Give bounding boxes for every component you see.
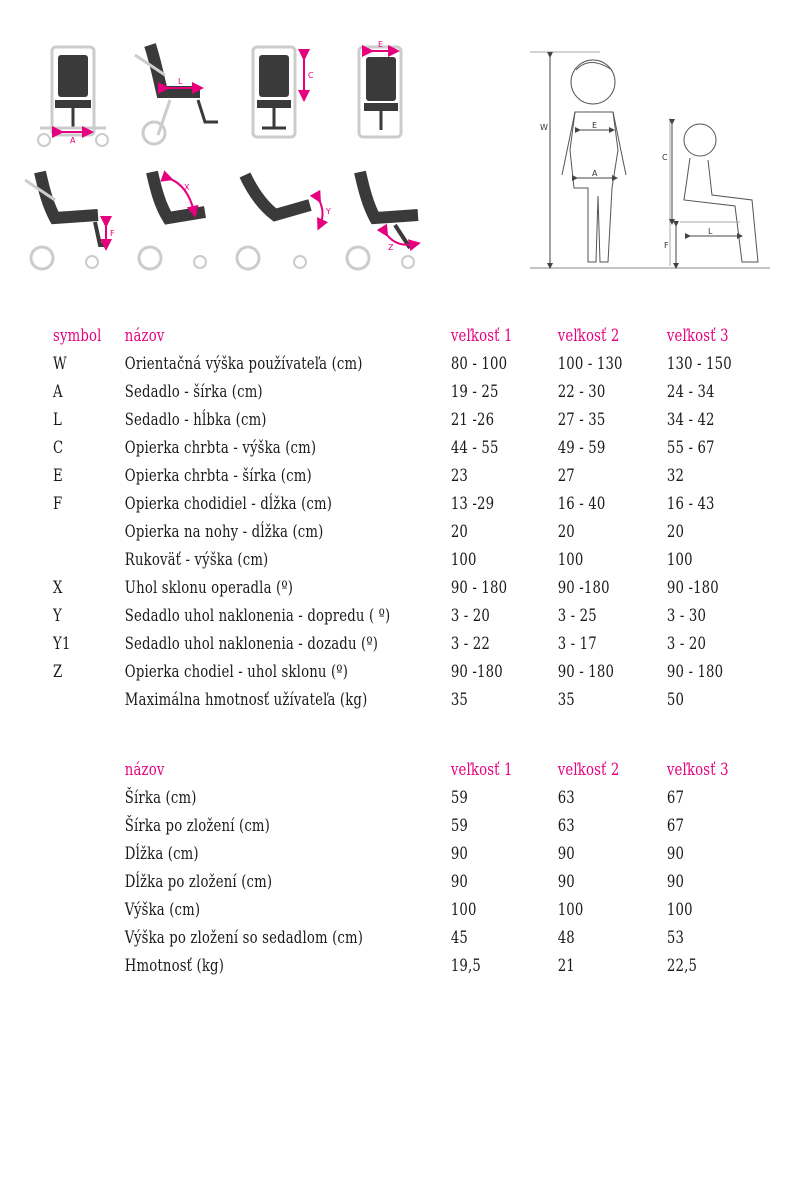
label-child-A: A — [592, 169, 598, 178]
table-row — [0, 434, 715, 462]
cell-size-1: 3 - 22 — [450, 634, 490, 654]
cell-size-2: 48 — [557, 928, 575, 948]
table-row — [0, 350, 732, 378]
cell-name: Dĺžka (cm) — [124, 844, 199, 864]
cell-size-1: 20 — [450, 522, 469, 542]
child-measurement-diagram — [530, 52, 770, 268]
label-seated-L: L — [708, 227, 713, 236]
label-A: A — [70, 136, 76, 145]
cell-size-2: 35 — [557, 690, 575, 710]
cell-size-1: 35 — [450, 690, 469, 710]
table-row — [0, 658, 724, 686]
cell-symbol: L — [53, 410, 63, 430]
chair-footrest-diagram — [25, 172, 115, 269]
header-size-2: veľkosť 2 — [557, 760, 620, 780]
cell-name: Uhol sklonu operadla (º) — [124, 578, 294, 598]
table-row — [0, 840, 685, 868]
cell-name: Orientačná výška používateľa (cm) — [124, 354, 363, 374]
cell-name: Sedadlo - hĺbka (cm) — [124, 410, 267, 430]
label-L: L — [178, 77, 183, 86]
cell-name: Opierka chrbta - šírka (cm) — [124, 466, 312, 486]
cell-name: Šírka po zložení (cm) — [124, 816, 270, 836]
table-row — [0, 546, 693, 574]
cell-size-2: 49 - 59 — [557, 438, 606, 458]
cell-size-2: 27 — [557, 466, 575, 486]
measurement-diagrams — [0, 0, 787, 290]
label-W: W — [540, 123, 548, 132]
table-row — [0, 784, 685, 812]
cell-size-2: 21 — [557, 956, 575, 976]
cell-symbol: C — [53, 438, 64, 458]
label-Y: Y — [326, 207, 331, 216]
cell-symbol: A — [53, 382, 63, 402]
cell-size-1: 45 — [450, 928, 469, 948]
cell-size-3: 90 - 180 — [666, 662, 724, 682]
table-row — [0, 378, 715, 406]
cell-size-3: 20 — [666, 522, 685, 542]
cell-size-3: 130 - 150 — [666, 354, 732, 374]
table-row — [0, 868, 685, 896]
cell-name: Opierka chrbta - výška (cm) — [124, 438, 317, 458]
cell-name: Maximálna hmotnosť užívateľa (kg) — [124, 690, 368, 710]
cell-size-3: 55 - 67 — [666, 438, 715, 458]
label-Z: Z — [388, 243, 394, 252]
cell-size-2: 63 — [557, 788, 575, 808]
header-name: názov — [124, 760, 165, 780]
cell-size-3: 50 — [666, 690, 685, 710]
cell-size-1: 59 — [450, 816, 469, 836]
header-size-1: veľkosť 1 — [450, 760, 513, 780]
cell-size-2: 100 - 130 — [557, 354, 623, 374]
cell-size-3: 16 - 43 — [666, 494, 715, 514]
cell-size-1: 90 -180 — [450, 662, 503, 682]
cell-name: Opierka na nohy - dĺžka (cm) — [124, 522, 324, 542]
cell-size-2: 3 - 17 — [557, 634, 597, 654]
label-C: C — [308, 71, 314, 80]
cell-size-3: 22,5 — [666, 956, 698, 976]
cell-name: Sedadlo uhol naklonenia - dozadu (º) — [124, 634, 379, 654]
cell-name: Výška (cm) — [124, 900, 201, 920]
table-row — [0, 490, 715, 518]
cell-size-1: 21 -26 — [450, 410, 495, 430]
cell-size-1: 90 — [450, 844, 469, 864]
cell-size-2: 3 - 25 — [557, 606, 597, 626]
cell-name: Šírka (cm) — [124, 788, 197, 808]
cell-size-3: 53 — [666, 928, 685, 948]
chair-seat-tilt-diagram — [237, 175, 331, 269]
label-child-E: E — [592, 121, 598, 130]
header-size-3: veľkosť 3 — [666, 326, 729, 346]
cell-name: Výška po zložení so sedadlom (cm) — [124, 928, 364, 948]
table-row — [0, 896, 693, 924]
cell-size-1: 3 - 20 — [450, 606, 490, 626]
cell-size-3: 90 -180 — [666, 578, 719, 598]
cell-size-1: 19,5 — [450, 956, 481, 976]
cell-size-3: 34 - 42 — [666, 410, 715, 430]
cell-size-3: 100 — [666, 900, 693, 920]
cell-symbol: E — [53, 466, 63, 486]
cell-symbol: Y — [53, 606, 62, 626]
chair-footrest-angle-diagram — [347, 172, 418, 269]
cell-symbol: Y1 — [53, 634, 71, 654]
cell-symbol: Z — [53, 662, 63, 682]
cell-size-3: 3 - 20 — [666, 634, 707, 654]
cell-size-1: 90 - 180 — [450, 578, 508, 598]
table-row — [0, 952, 698, 980]
cell-name: Sedadlo uhol naklonenia - dopredu ( º) — [124, 606, 391, 626]
table-row — [0, 812, 685, 840]
table-row — [0, 686, 685, 714]
header-size-1: veľkosť 1 — [450, 326, 513, 346]
cell-size-2: 63 — [557, 816, 575, 836]
label-X: X — [184, 183, 190, 192]
chair-front-width-diagram — [38, 47, 108, 146]
header-symbol: symbol — [53, 326, 102, 346]
cell-symbol: W — [53, 354, 67, 374]
table-row — [0, 518, 685, 546]
chair-side-depth-diagram — [135, 45, 218, 144]
label-F: F — [110, 229, 115, 238]
cell-size-2: 90 -180 — [557, 578, 610, 598]
cell-size-1: 80 - 100 — [450, 354, 508, 374]
cell-size-1: 100 — [450, 550, 477, 570]
cell-size-2: 20 — [557, 522, 575, 542]
label-seated-F: F — [664, 241, 669, 250]
cell-size-3: 32 — [666, 466, 685, 486]
header-size-2: veľkosť 2 — [557, 326, 620, 346]
cell-size-3: 67 — [666, 816, 685, 836]
table-header — [0, 756, 729, 784]
cell-size-1: 19 - 25 — [450, 382, 499, 402]
cell-name: Opierka chodidiel - dĺžka (cm) — [124, 494, 333, 514]
cell-size-2: 90 — [557, 872, 575, 892]
cell-symbol: X — [53, 578, 63, 598]
table-row — [0, 406, 715, 434]
cell-size-1: 44 - 55 — [450, 438, 499, 458]
cell-size-3: 67 — [666, 788, 685, 808]
table-row — [0, 602, 707, 630]
cell-name: Rukoväť - výška (cm) — [124, 550, 269, 570]
cell-size-1: 90 — [450, 872, 469, 892]
cell-size-2: 90 — [557, 844, 575, 864]
chair-back-height-diagram — [253, 47, 314, 137]
cell-size-3: 24 - 34 — [666, 382, 715, 402]
cell-name: Hmotnosť (kg) — [124, 956, 225, 976]
cell-size-1: 100 — [450, 900, 477, 920]
cell-size-2: 90 - 180 — [557, 662, 615, 682]
header-name: názov — [124, 326, 165, 346]
table-header — [0, 322, 729, 350]
label-E: E — [378, 40, 384, 49]
cell-size-2: 100 — [557, 550, 584, 570]
cell-name: Sedadlo - šírka (cm) — [124, 382, 263, 402]
table-row — [0, 630, 707, 658]
cell-size-2: 27 - 35 — [557, 410, 606, 430]
cell-size-2: 22 - 30 — [557, 382, 606, 402]
cell-name: Dĺžka po zložení (cm) — [124, 872, 273, 892]
cell-size-3: 3 - 30 — [666, 606, 707, 626]
cell-symbol: F — [53, 494, 63, 514]
cell-size-2: 16 - 40 — [557, 494, 606, 514]
chair-backrest-angle-diagram — [139, 172, 206, 269]
chair-back-width-diagram — [359, 40, 401, 137]
table-row — [0, 924, 685, 952]
cell-size-2: 100 — [557, 900, 584, 920]
cell-size-1: 13 -29 — [450, 494, 495, 514]
table-row — [0, 462, 685, 490]
cell-size-3: 90 — [666, 872, 685, 892]
cell-size-3: 90 — [666, 844, 685, 864]
table-row — [0, 574, 719, 602]
label-seated-C: C — [662, 153, 668, 162]
cell-size-3: 100 — [666, 550, 693, 570]
cell-size-1: 59 — [450, 788, 469, 808]
cell-size-1: 23 — [450, 466, 469, 486]
cell-name: Opierka chodiel - uhol sklonu (º) — [124, 662, 349, 682]
header-size-3: veľkosť 3 — [666, 760, 729, 780]
